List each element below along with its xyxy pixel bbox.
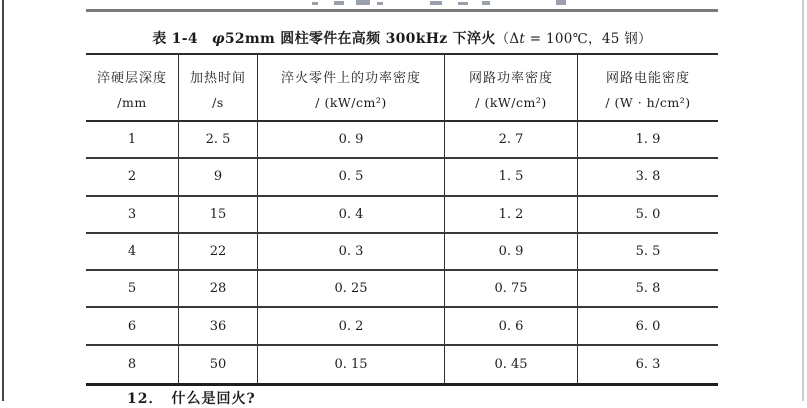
table-cell: 0. 4	[258, 197, 445, 232]
table-title-condition: （Δt = 100℃，45 钢）	[495, 31, 652, 47]
table-cell: 6. 3	[635, 356, 661, 372]
table-cell: 3	[86, 197, 179, 232]
column-header	[258, 55, 445, 120]
column-header	[578, 55, 718, 120]
table-title-text: 52mm 圆柱零件在高频 300kHz 下淬火	[224, 31, 496, 47]
column-unit: / (W · h/cm²)	[605, 95, 691, 110]
column-name: 网路电能密度	[605, 71, 690, 86]
table-cell: 2. 5	[179, 122, 258, 157]
next-question-clipped	[127, 388, 256, 408]
table-header-row	[86, 55, 718, 122]
column-unit: /mm	[117, 95, 147, 110]
table-row	[86, 234, 718, 271]
table-cell: 1	[86, 122, 179, 157]
column-header	[179, 55, 258, 120]
table-cell: 5. 8	[635, 281, 661, 297]
clipped-text-fragment	[377, 2, 383, 5]
column-unit: /s	[212, 95, 224, 110]
table-cell: 0. 5	[258, 159, 445, 194]
table-cell: 15	[179, 197, 258, 232]
table-cell: 1. 5	[445, 159, 578, 194]
table-cell: 9	[179, 159, 258, 194]
column-name: 网路功率密度	[468, 71, 553, 86]
table-row	[86, 346, 718, 383]
column-unit: / (kW/cm²)	[315, 95, 387, 110]
table-cell: 6	[86, 308, 179, 343]
table-cell: 1. 2	[445, 197, 578, 232]
table-cell: 36	[179, 308, 258, 343]
column-name: 淬硬层深度	[96, 71, 167, 86]
clipped-text-fragment	[556, 0, 566, 5]
table-cell: 3. 8	[635, 169, 661, 185]
table-cell: 0. 15	[258, 346, 445, 383]
table-cell: 4	[86, 234, 179, 269]
clipped-text-fragment	[458, 2, 468, 5]
column-unit: / (kW/cm²)	[475, 95, 547, 110]
table-cell: 0. 75	[445, 271, 578, 306]
column-name: 加热时间	[189, 71, 246, 86]
table-cell: 5. 5	[635, 244, 661, 260]
column-header	[86, 55, 179, 120]
table-title	[86, 27, 718, 48]
table-cell: 2. 7	[445, 122, 578, 157]
table-cell: 0. 6	[445, 308, 578, 343]
table-cell: 6. 0	[635, 318, 661, 334]
question-text: 什么是回火?	[171, 391, 256, 407]
clipped-text-fragment	[482, 1, 490, 5]
table-cell: 22	[179, 234, 258, 269]
previous-table-bottom-rule	[86, 9, 718, 12]
table-cell: 0. 2	[258, 308, 445, 343]
diameter-phi-symbol: φ	[211, 31, 225, 47]
page-right-edge-line	[802, 0, 804, 401]
table-number: 表 1-4	[152, 31, 198, 47]
table-cell: 5	[86, 271, 179, 306]
table-cell: 0. 9	[445, 234, 578, 269]
clipped-text-fragment	[312, 2, 318, 5]
quenching-data-table	[86, 53, 718, 386]
table-cell: 28	[179, 271, 258, 306]
table-row	[86, 159, 718, 196]
question-number: 12．	[127, 391, 164, 407]
column-header	[445, 55, 578, 120]
table-cell: 0. 3	[258, 234, 445, 269]
table-row	[86, 271, 718, 308]
column-name: 淬火零件上的功率密度	[280, 71, 421, 86]
table-cell: 0. 25	[258, 271, 445, 306]
table-cell: 0. 45	[445, 346, 578, 383]
table-cell: 1. 9	[635, 132, 661, 148]
clipped-text-fragment	[430, 1, 442, 5]
table-row	[86, 197, 718, 234]
table-row	[86, 122, 718, 159]
clipped-text-fragment	[356, 0, 370, 5]
table-cell: 0. 9	[258, 122, 445, 157]
table-cell: 5. 0	[635, 206, 661, 222]
table-cell: 2	[86, 159, 179, 194]
page-left-edge-line	[2, 0, 4, 401]
table-cell: 8	[86, 346, 179, 383]
table-cell: 50	[179, 346, 258, 383]
table-row	[86, 308, 718, 345]
clipped-text-fragment	[334, 1, 344, 5]
table-body	[86, 122, 718, 383]
